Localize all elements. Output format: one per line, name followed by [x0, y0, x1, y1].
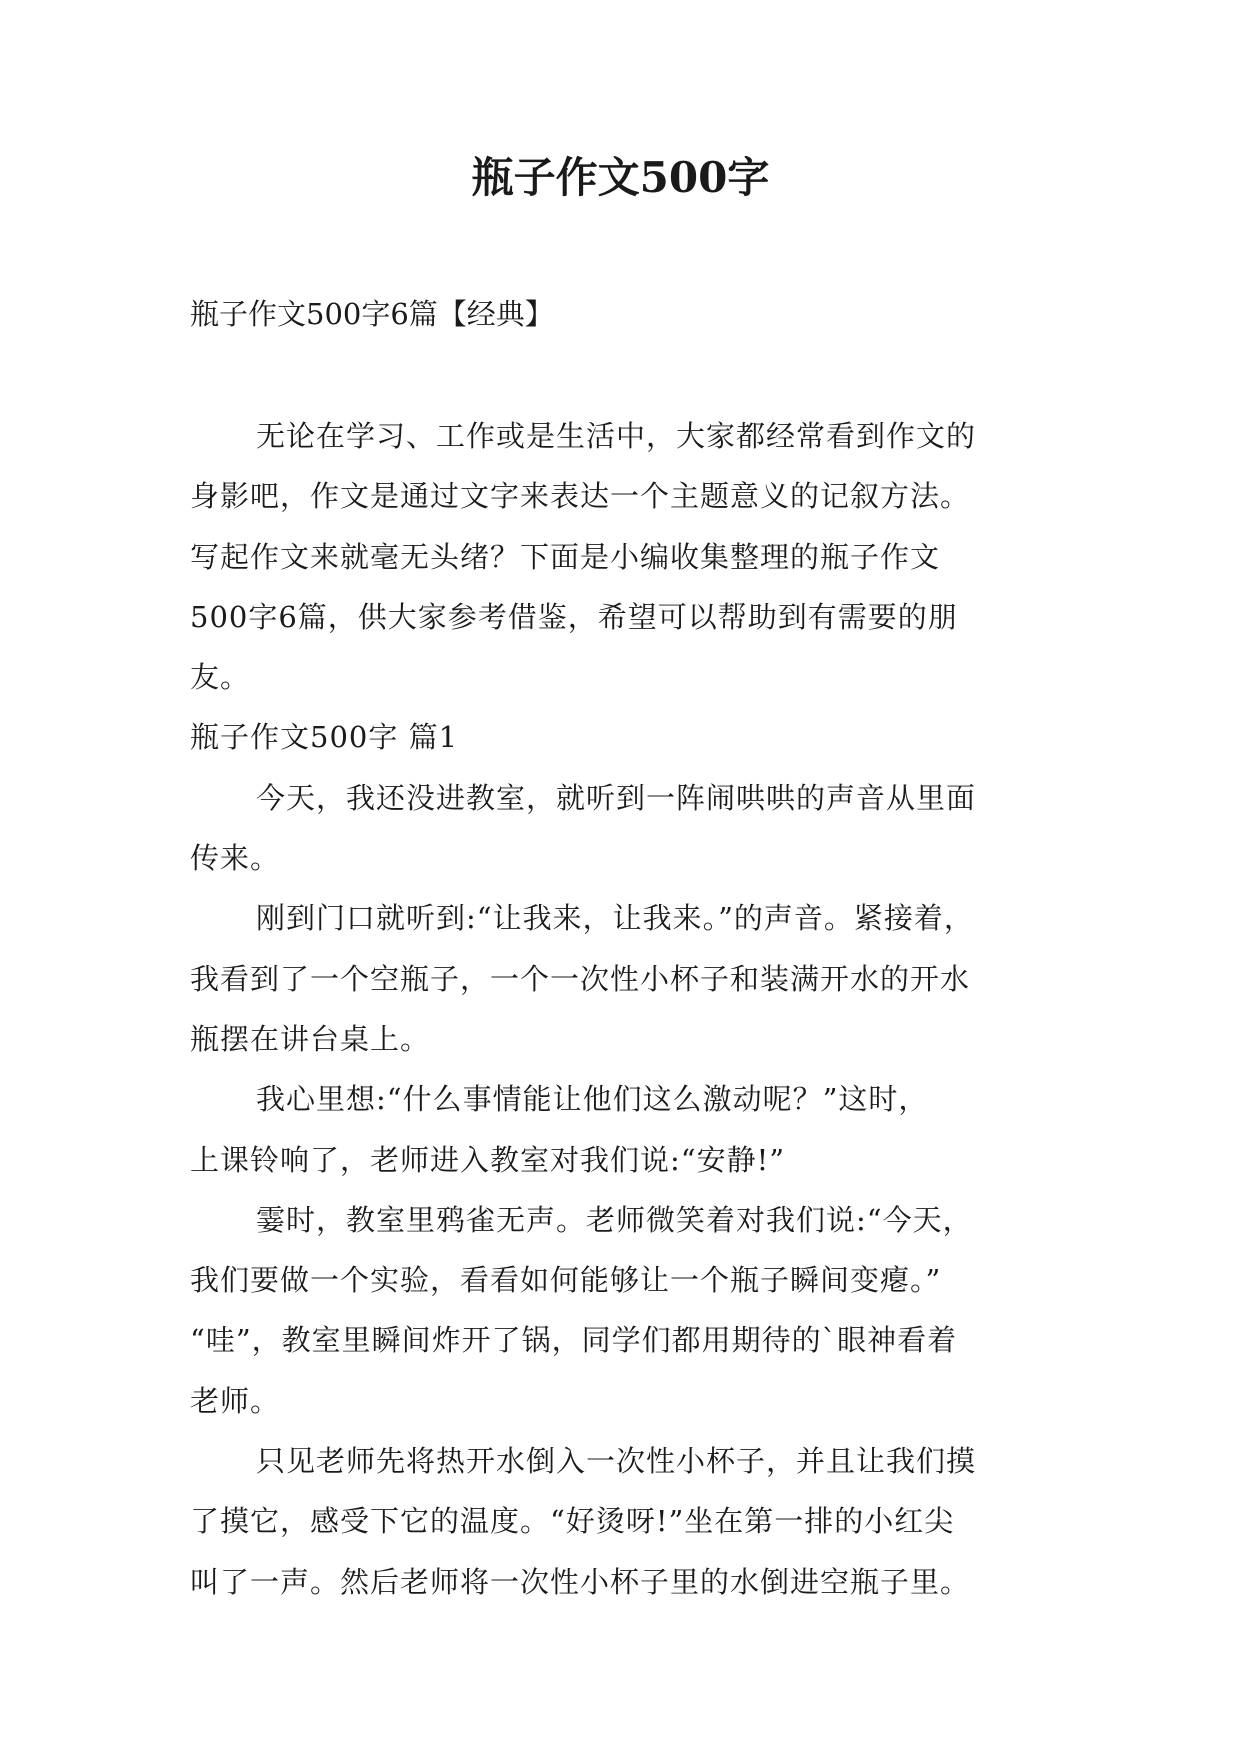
- body-text-line: 500字6篇，供大家参考借鉴，希望可以帮助到有需要的朋: [190, 599, 958, 634]
- body-text-line: 瓶摆在讲台桌上。: [190, 1021, 431, 1056]
- document-title: 瓶子作文500字: [471, 153, 770, 202]
- document-subtitle: 瓶子作文500字6篇【经典】: [190, 297, 554, 331]
- body-text-line: 今天，我还没进教室，就听到一阵闹哄哄的声音从里面: [256, 780, 977, 815]
- body-text-line: 只见老师先将热开水倒入一次性小杯子，并且让我们摸: [256, 1444, 977, 1479]
- body-text-line: 刚到门口就听到:“让我来，让我来。”的声音。紧接着，: [256, 901, 974, 936]
- body-text-line: 身影吧，作文是通过文字来表达一个主题意义的记叙方法。: [190, 479, 971, 514]
- body-text-line: 霎时，教室里鸦雀无声。老师微笑着对我们说:“今天，: [256, 1202, 973, 1237]
- body-text-line: 老师。: [190, 1383, 281, 1418]
- body-text-line: 传来。: [190, 841, 281, 876]
- document-body: [190, 406, 1070, 1612]
- body-text-line: 了摸它，感受下它的温度。“好烫呀!”坐在第一排的小红尖: [190, 1504, 955, 1539]
- body-text-line: 上课铃响了，老师进入教室对我们说:“安静!”: [190, 1142, 786, 1177]
- body-text-line: 写起作文来就毫无头绪？下面是小编收集整理的瓶子作文: [190, 539, 941, 574]
- body-text-line: 我看到了一个空瓶子，一个一次性小杯子和装满开水的开水: [190, 961, 971, 996]
- body-text-line: “哇”，教室里瞬间炸开了锅，同学们都用期待的`眼神看着: [190, 1323, 958, 1358]
- body-text-line: 无论在学习、工作或是生活中，大家都经常看到作文的: [256, 419, 977, 453]
- body-text-line: 友。: [190, 660, 251, 695]
- body-text-line: 我们要做一个实验，看看如何能够让一个瓶子瞬间变瘪。”: [190, 1263, 942, 1298]
- body-text-line: 我心里想:“什么事情能让他们这么激动呢？”这时，: [256, 1082, 929, 1117]
- body-text-line: 瓶子作文500字 篇1: [190, 720, 459, 755]
- body-text-line: 叫了一声。然后老师将一次性小杯子里的水倒进空瓶子里。: [190, 1564, 971, 1599]
